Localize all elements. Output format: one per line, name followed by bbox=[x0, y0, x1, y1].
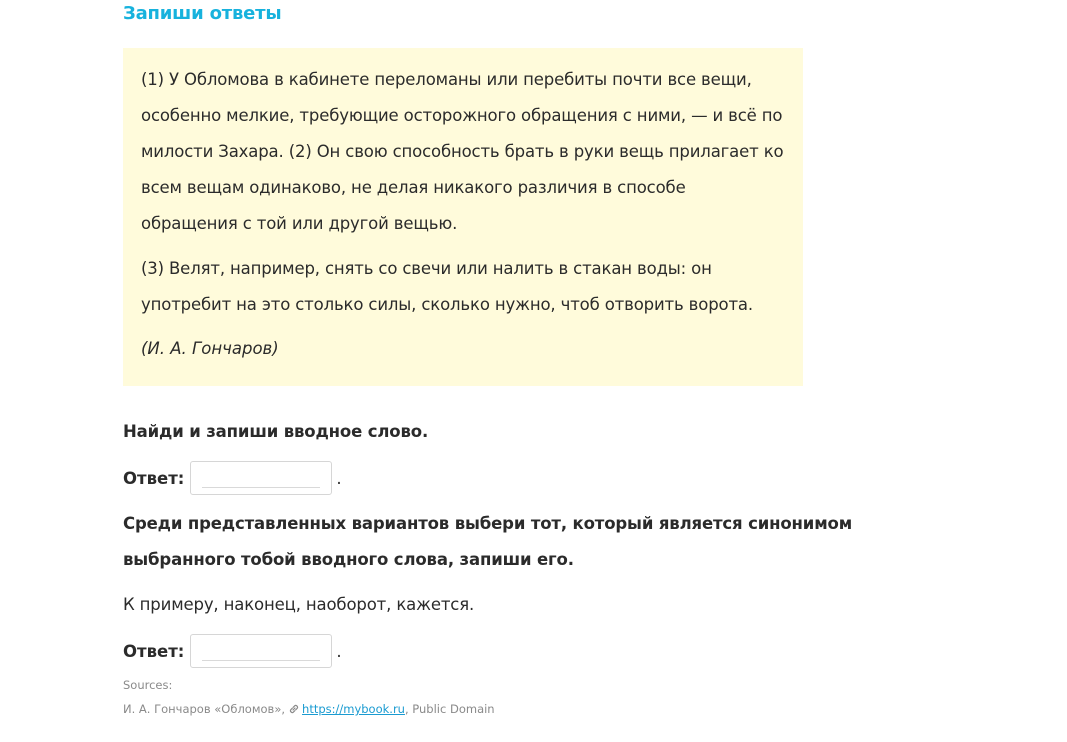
sources-label: Sources: bbox=[123, 678, 173, 692]
answer-label-2: Ответ: bbox=[123, 641, 185, 661]
source-link[interactable]: https://mybook.ru bbox=[302, 702, 405, 716]
text-paragraph-2: (3) Велят, например, снять со свечи или налить в стакан воды: он употребит на это столько силы, сколько нужно, чтоб отворить ворота. bbox=[141, 259, 753, 314]
answer-row-1 bbox=[123, 461, 342, 495]
answer-label-1: Ответ: bbox=[123, 468, 185, 488]
answer-options: К примеру, наконец, наоборот, кажется. bbox=[123, 595, 475, 614]
answer-period-2: . bbox=[336, 641, 342, 661]
sources-license: , Public Domain bbox=[404, 702, 495, 716]
answer-input-wrap-1 bbox=[190, 461, 332, 495]
question-1-text: Найди и запиши вводное слово. bbox=[123, 422, 429, 441]
link-icon bbox=[288, 703, 300, 715]
text-author: (И. А. Гончаров) bbox=[141, 339, 279, 358]
sources-citation: И. А. Гончаров «Обломов», bbox=[123, 702, 286, 716]
source-text-box bbox=[123, 48, 803, 386]
answer-input-wrap-2 bbox=[190, 634, 332, 668]
answer-input-1[interactable] bbox=[190, 461, 332, 495]
answer-input-2[interactable] bbox=[190, 634, 332, 668]
page-title: Запиши ответы bbox=[123, 3, 282, 24]
answer-period-1: . bbox=[336, 468, 342, 488]
text-paragraph-1: (1) У Обломова в кабинете переломаны или перебиты почти все вещи, особенно мелкие, требующие осторожного обращения с ними, — и всё по милости Захара. (2) Он свою способность брать в руки вещь прилагает ко всем вещам одинаково, не делая никакого различия в способе обращения с той или другой вещью. bbox=[141, 70, 784, 233]
answer-row-2 bbox=[123, 634, 342, 668]
question-2-text-line-1: Среди представленных вариантов выбери тот, который является синонимом bbox=[123, 514, 853, 533]
question-2-text-line-2: выбранного тобой вводного слова, запиши его. bbox=[123, 550, 574, 569]
sources-citation-line bbox=[123, 702, 495, 716]
